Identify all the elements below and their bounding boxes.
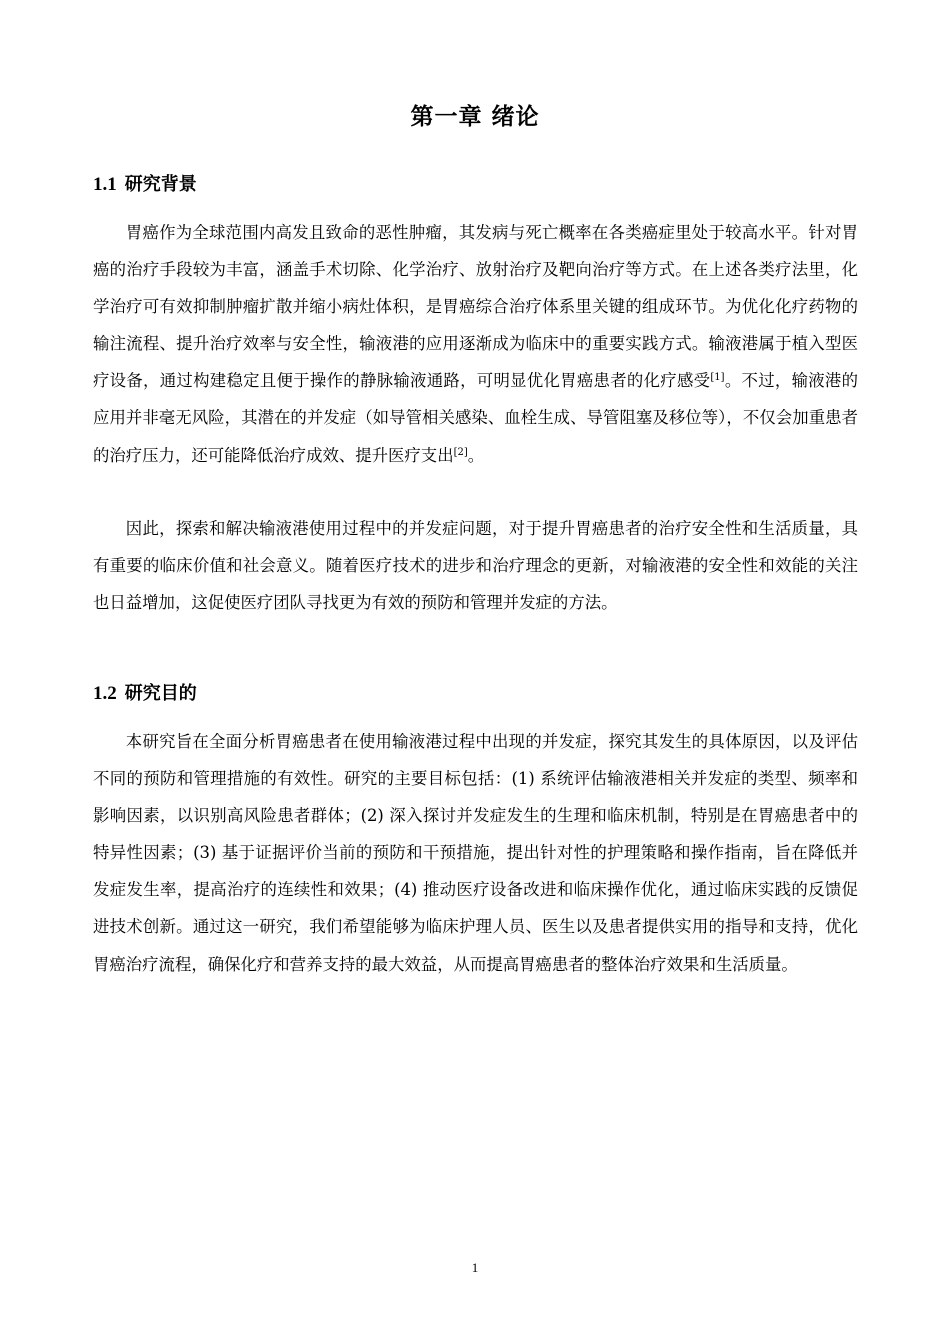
citation-reference: [1] [710, 372, 725, 384]
section-heading-objectives [93, 679, 197, 705]
section-title: 研究目的 [124, 683, 197, 704]
paragraph-text: 。 [467, 445, 485, 465]
citation-reference: [2] [453, 446, 468, 458]
chapter-title: 第一章 绪论 [410, 104, 540, 130]
section-heading-background [93, 170, 197, 196]
body-paragraph: 本研究旨在全面分析胃癌患者在使用输液港过程中出现的并发症，探究其发生的具体原因，以及评估不同的预防和管理措施的有效性。研究的主要目标包括：(1) 系统评估输液港相关并发症的类型、频率和影响因素，以识别高风险患者群体；(2) 深入探讨并发症发生的生理和临床机制，特别是在胃癌患者中的特异性因素；(3) 基于证据评价当前的预防和干预措施，提出针对性的护理策略和操作指南，旨在降低并发症发生率，提高治疗的连续性和效果；(4) 推动医疗设备改进和临床操作优化，通过临床实践的反馈促进技术创新。通过这一研究，我们希望能够为临床护理人员、医生以及患者提供实用的指导和支持，优化胃癌治疗流程，确保化疗和营养支持的最大效益，从而提高胃癌患者的整体治疗效果和生活质量。 [93, 732, 858, 974]
paragraph-text: 。不过，输液港的应用并非毫无风险，其潜在的并发症（如导管相关感染、血栓生成、导管阻塞及移位等），不仅会加重患者的治疗压力，还可能降低治疗成效、提升医疗支出 [93, 371, 859, 465]
body-paragraph [93, 214, 858, 474]
section-number: 1.1 [93, 174, 117, 195]
section-title: 研究背景 [124, 174, 197, 195]
section-number: 1.2 [93, 683, 117, 704]
paragraph-text: 胃癌作为全球范围内高发且致命的恶性肿瘤，其发病与死亡概率在各类癌症里处于较高水平。针对胃癌的治疗手段较为丰富，涵盖手术切除、化学治疗、放射治疗及靶向治疗等方式。在上述各类疗法里，化学治疗可有效抑制肿瘤扩散并缩小病灶体积，是胃癌综合治疗体系里关键的组成环节。为优化化疗药物的输注流程、提升治疗效率与安全性，输液港的应用逐渐成为临床中的重要实践方式。输液港属于植入型医疗设备，通过构建稳定且便于操作的静脉输液通路，可明显优化胃癌患者的化疗感受 [93, 223, 858, 391]
page-number: 1 [471, 1260, 479, 1275]
body-paragraph: 因此，探索和解决输液港使用过程中的并发症问题，对于提升胃癌患者的治疗安全性和生活质量，具有重要的临床价值和社会意义。随着医疗技术的进步和治疗理念的更新，对输液港的安全性和效能的关注也日益增加，这促使医疗团队寻找更为有效的预防和管理并发症的方法。 [93, 519, 858, 613]
